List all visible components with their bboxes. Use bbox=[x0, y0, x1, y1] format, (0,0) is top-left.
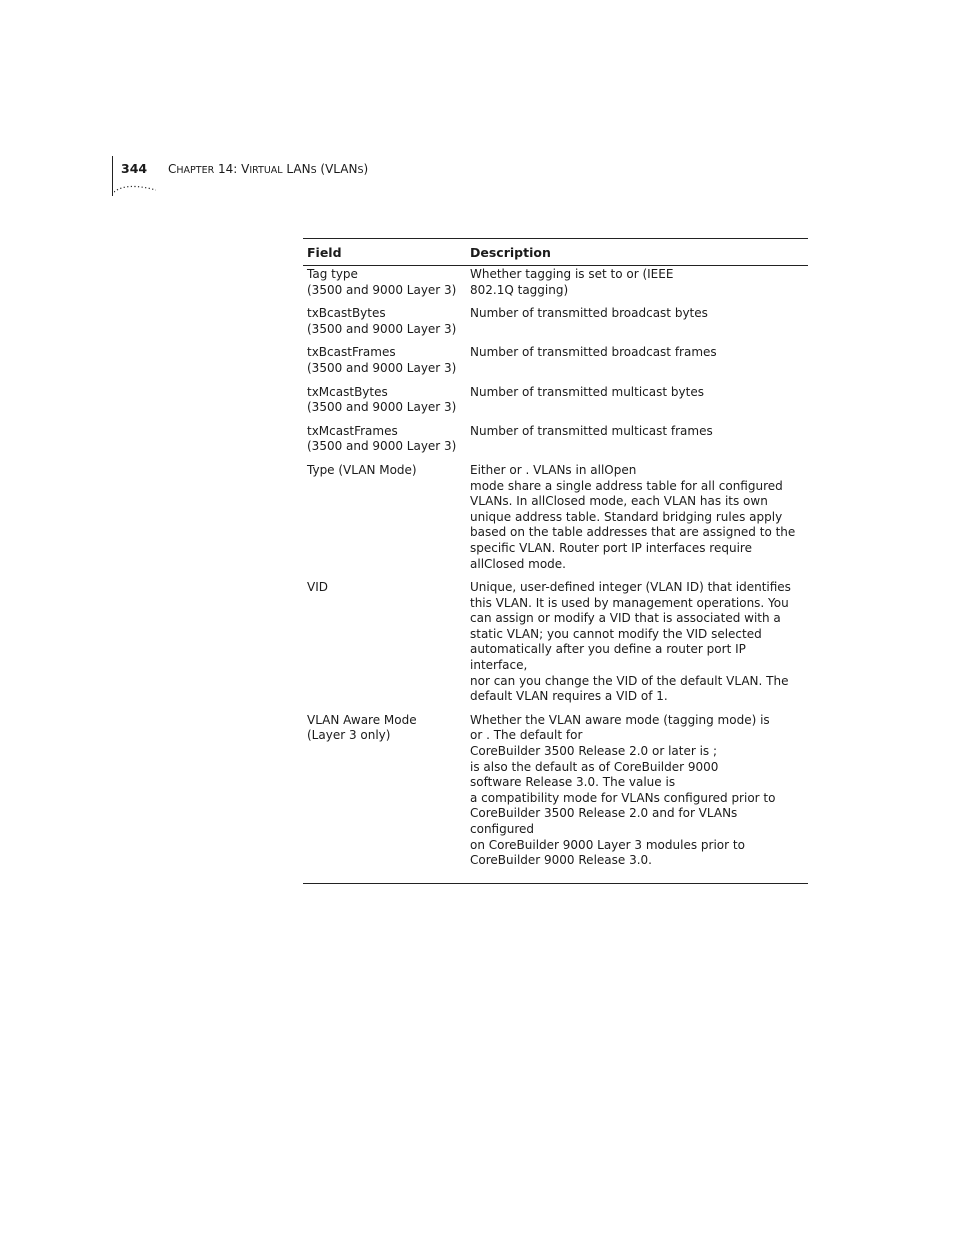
description-cell: Whether tagging is set to or (IEEE 802.1Q tagging) bbox=[470, 267, 674, 297]
field-description-table bbox=[303, 238, 808, 884]
field-cell: VID bbox=[307, 580, 328, 595]
field-cell: txBcastBytes (3500 and 9000 Layer 3) bbox=[307, 306, 457, 336]
table-row bbox=[303, 580, 808, 705]
table-row bbox=[303, 385, 808, 416]
table-row bbox=[303, 345, 808, 376]
header-dotted-ornament bbox=[114, 184, 156, 194]
description-cell: Number of transmitted broadcast bytes bbox=[470, 306, 708, 321]
table-row bbox=[303, 713, 808, 869]
table-bottom-rule bbox=[303, 883, 808, 884]
header-vertical-rule bbox=[112, 156, 113, 196]
running-header bbox=[112, 156, 412, 198]
page-number: 344 bbox=[121, 161, 148, 176]
description-column-header: Description bbox=[470, 244, 551, 260]
field-cell: Type (VLAN Mode) bbox=[307, 462, 417, 477]
table-body bbox=[303, 266, 808, 883]
table-row bbox=[303, 306, 808, 337]
field-cell: VLAN Aware Mode (Layer 3 only) bbox=[307, 712, 417, 743]
description-cell: Number of transmitted multicast bytes bbox=[470, 384, 704, 399]
chapter-title: CHAPTER 14: VIRTUAL LANS (VLANS) bbox=[168, 162, 369, 176]
field-cell: txBcastFrames (3500 and 9000 Layer 3) bbox=[307, 345, 457, 375]
table-row bbox=[303, 267, 808, 298]
field-cell: Tag type (3500 and 9000 Layer 3) bbox=[307, 267, 457, 297]
field-cell: txMcastBytes (3500 and 9000 Layer 3) bbox=[307, 384, 457, 415]
description-cell: Number of transmitted broadcast frames bbox=[470, 345, 717, 360]
field-column-header: Field bbox=[307, 244, 342, 260]
table-row bbox=[303, 463, 808, 572]
description-cell: Unique, user-defined integer (VLAN ID) that identifies this VLAN. It is used by management operations. You can assign or modify a VID that is associated with a static VLAN; you cannot modify the VID selected automatically after you define a router port IP interface, nor can you change the VID of the default VLAN. The default VLAN requires a VID of 1. bbox=[470, 580, 791, 704]
field-cell: txMcastFrames (3500 and 9000 Layer 3) bbox=[307, 423, 457, 454]
description-cell: Either or . VLANs in allOpen mode share a single address table for all configured VLANs. In allClosed mode, each VLAN has its own unique address table. Standard bridging rules apply based on the table addresses that are assigned to the specific VLAN. Router port IP interfaces require allClosed mode. bbox=[470, 462, 796, 571]
description-cell: Number of transmitted multicast frames bbox=[470, 423, 713, 438]
table-header-row bbox=[303, 239, 808, 266]
description-cell: Whether the VLAN aware mode (tagging mode) is or . The default for CoreBuilder 3500 Release 2.0 or later is ; is also the default as of CoreBuilder 9000 software Release 3.0. The value is a compatibility mode for VLANs configured prior to CoreBuilder 3500 Release 2.0 and for VLANs configured on CoreBuilder 9000 Layer 3 modules prior to CoreBuilder 9000 Release 3.0. bbox=[470, 712, 776, 868]
table-row bbox=[303, 424, 808, 455]
